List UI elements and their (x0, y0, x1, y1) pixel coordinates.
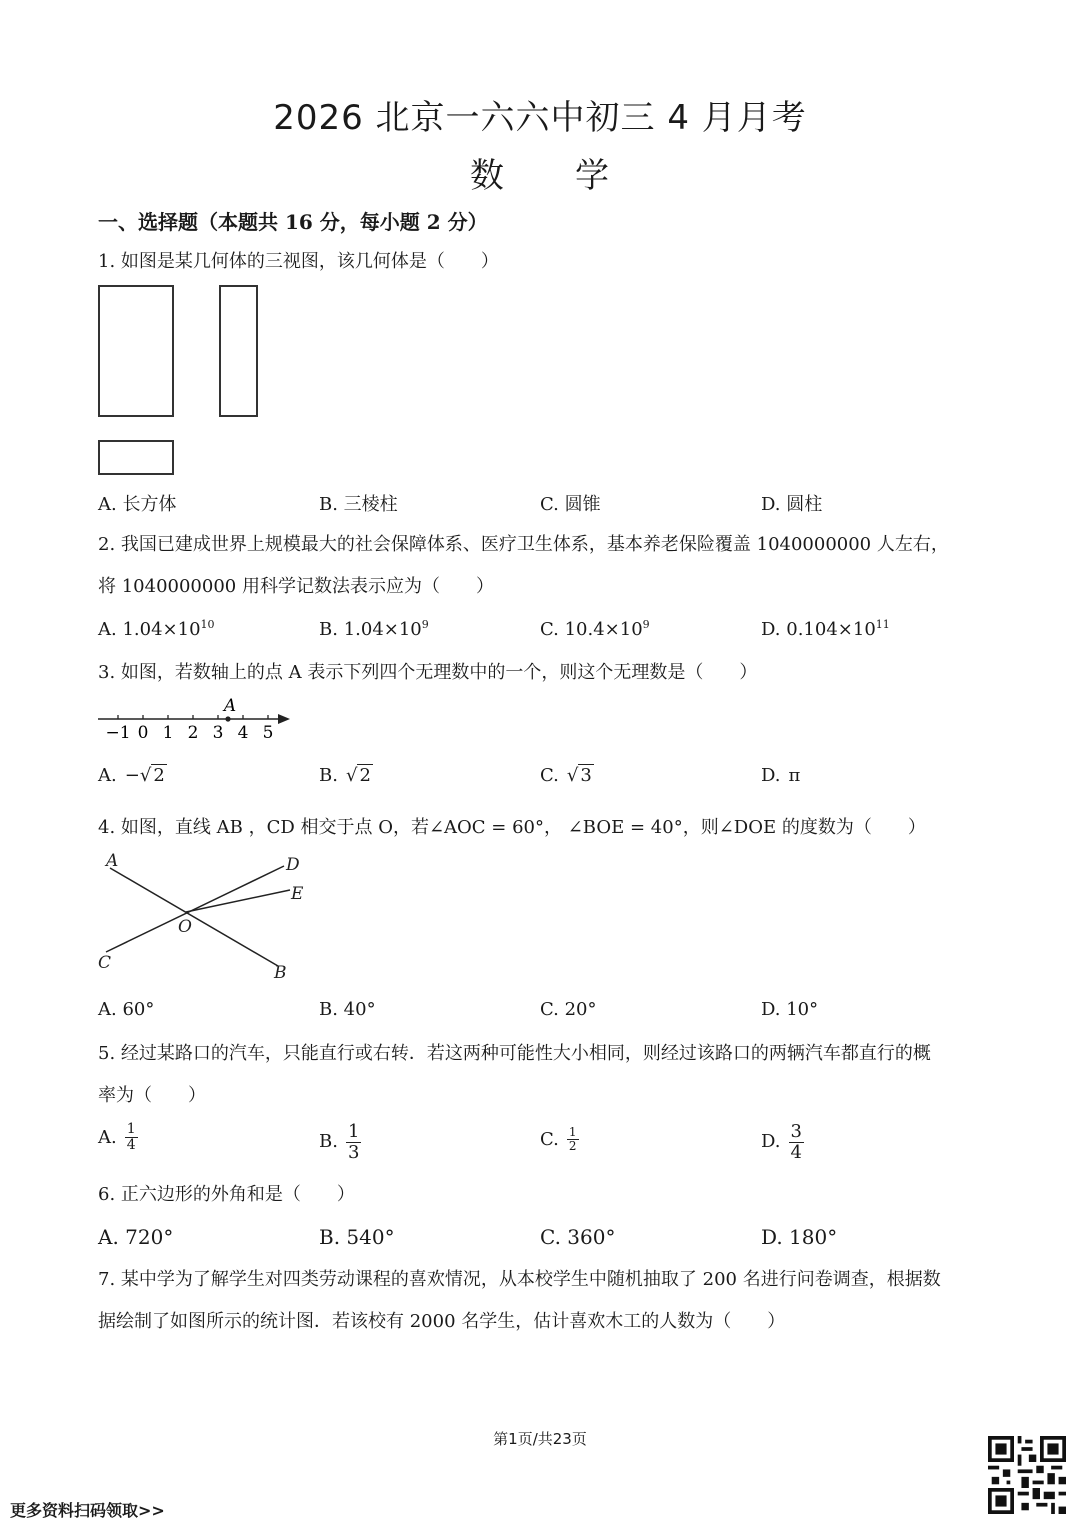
question-1-text: 1. 如图是某几何体的三视图，该几何体是（ ） (98, 251, 499, 272)
question-3-text: 3. 如图，若数轴上的点 A 表示下列四个无理数中的一个，则这个无理数是（ ） (98, 662, 758, 683)
q5-option-b[interactable]: B. $\frac{1}{3}$ (319, 1121, 360, 1163)
q4-option-b[interactable]: B. 40° (319, 999, 376, 1020)
qr-code-icon[interactable] (988, 1436, 1066, 1514)
q3-option-a[interactable]: A. −√ 2 (98, 765, 165, 786)
front-view-rect (98, 285, 174, 417)
number-line-tick-label: 3 (212, 723, 224, 743)
question-7-line1: 7. 某中学为了解学生对四类劳动课程的喜欢情况，从本校学生中随机抽取了 200 名进行问卷调查，根据数 (98, 1269, 941, 1290)
q1-option-a[interactable]: A. 长方体 (98, 494, 177, 515)
number-line-tick-label: 2 (187, 723, 199, 743)
q5-option-a[interactable]: A. $\frac{1}{4}$ (98, 1121, 136, 1154)
fraction: $\frac{1}{2}$ (568, 1125, 577, 1154)
number-line-tick-label: 0 (137, 723, 149, 743)
q3-option-d[interactable]: D. π (761, 765, 801, 786)
fraction: $\frac{1}{4}$ (126, 1121, 136, 1154)
exam-title: 2026 北京一六六中初三 4 月月考 (273, 98, 807, 138)
label-b: B (274, 963, 287, 983)
number-line-tick-label: 5 (262, 723, 274, 743)
side-view-rect (219, 285, 258, 417)
fraction: $\frac{3}{4}$ (790, 1121, 802, 1163)
question-4-text: 4. 如图，直线 AB ，CD 相交于点 O，若∠AOC = 60°， ∠BOE = 40°，则∠DOE 的度数为（ ） (98, 817, 926, 838)
q4-option-a[interactable]: A. 60° (98, 999, 155, 1020)
line-ab (110, 868, 278, 966)
q5-option-d[interactable]: D. $\frac{3}{4}$ (761, 1121, 802, 1163)
point-a-dot (225, 716, 230, 721)
question-5-line2: 率为（ ） (98, 1085, 206, 1106)
question-6-text: 6. 正六边形的外角和是（ ） (98, 1184, 355, 1205)
q6-option-b[interactable]: B. 540° (319, 1225, 395, 1249)
number-line (94, 693, 294, 745)
label-c: C (98, 953, 112, 973)
q6-option-c[interactable]: C. 360° (540, 1225, 616, 1249)
question-7-line2: 据绘制了如图所示的统计图．若该校有 2000 名学生，估计喜欢木工的人数为（ ） (98, 1311, 786, 1332)
sqrt-symbol: √ 3 (566, 765, 592, 786)
label-d: D (286, 855, 300, 875)
intersecting-lines-figure (94, 848, 324, 988)
sqrt-symbol: √ 2 (139, 765, 165, 786)
label-o: O (178, 917, 192, 937)
ray-oe (186, 890, 290, 912)
number-line-arrow (278, 714, 290, 724)
q2-option-d[interactable]: D. $0.104\times 10^{11}$ (761, 618, 890, 640)
point-a-label: A (223, 696, 237, 716)
q5-option-c[interactable]: C. $\frac{1}{2}$ (540, 1125, 577, 1154)
section-heading: 一、选择题（本题共 16 分，每小题 2 分） (98, 210, 488, 234)
q2-option-a[interactable]: A. $1.04\times 10^{10}$ (98, 618, 215, 640)
question-2-line2: 将 1040000000 用科学记数法表示应为（ ） (98, 576, 494, 597)
label-e: E (291, 884, 304, 904)
promo-text[interactable]: 更多资料扫码领取>> (10, 1501, 165, 1520)
page-number: 第1页/共23页 (493, 1430, 587, 1448)
label-a: A (106, 851, 119, 871)
number-line-tick-label: 4 (237, 723, 249, 743)
q6-option-d[interactable]: D. 180° (761, 1225, 838, 1249)
sqrt-symbol: √ 2 (345, 765, 371, 786)
question-5-line1: 5. 经过某路口的汽车，只能直行或右转．若这两种可能性大小相同，则经过该路口的两辆汽车都直行的概 (98, 1043, 931, 1064)
q3-option-c[interactable]: C. √ 3 (540, 765, 592, 786)
q6-option-a[interactable]: A. 720° (98, 1225, 174, 1249)
fraction: $\frac{1}{3}$ (347, 1121, 360, 1163)
top-view-rect (98, 440, 174, 475)
q4-option-d[interactable]: D. 10° (761, 999, 819, 1020)
q1-option-b[interactable]: B. 三棱柱 (319, 494, 398, 515)
q2-option-b[interactable]: B. $1.04\times 10^9$ (319, 618, 429, 640)
q3-option-b[interactable]: B. √ 2 (319, 765, 371, 786)
exam-subject: 数 学 (470, 156, 610, 196)
q4-option-c[interactable]: C. 20° (540, 999, 597, 1020)
question-2-line1: 2. 我国已建成世界上规模最大的社会保障体系、医疗卫生体系，基本养老保险覆盖 1040000000 人左右， (98, 534, 949, 555)
q2-option-c[interactable]: C. $10.4\times 10^9$ (540, 618, 650, 640)
q1-option-d[interactable]: D. 圆柱 (761, 494, 823, 515)
line-cd (106, 866, 284, 952)
number-line-tick-label: −1 (105, 723, 131, 743)
number-line-tick-label: 1 (162, 723, 174, 743)
q1-option-c[interactable]: C. 圆锥 (540, 494, 601, 515)
